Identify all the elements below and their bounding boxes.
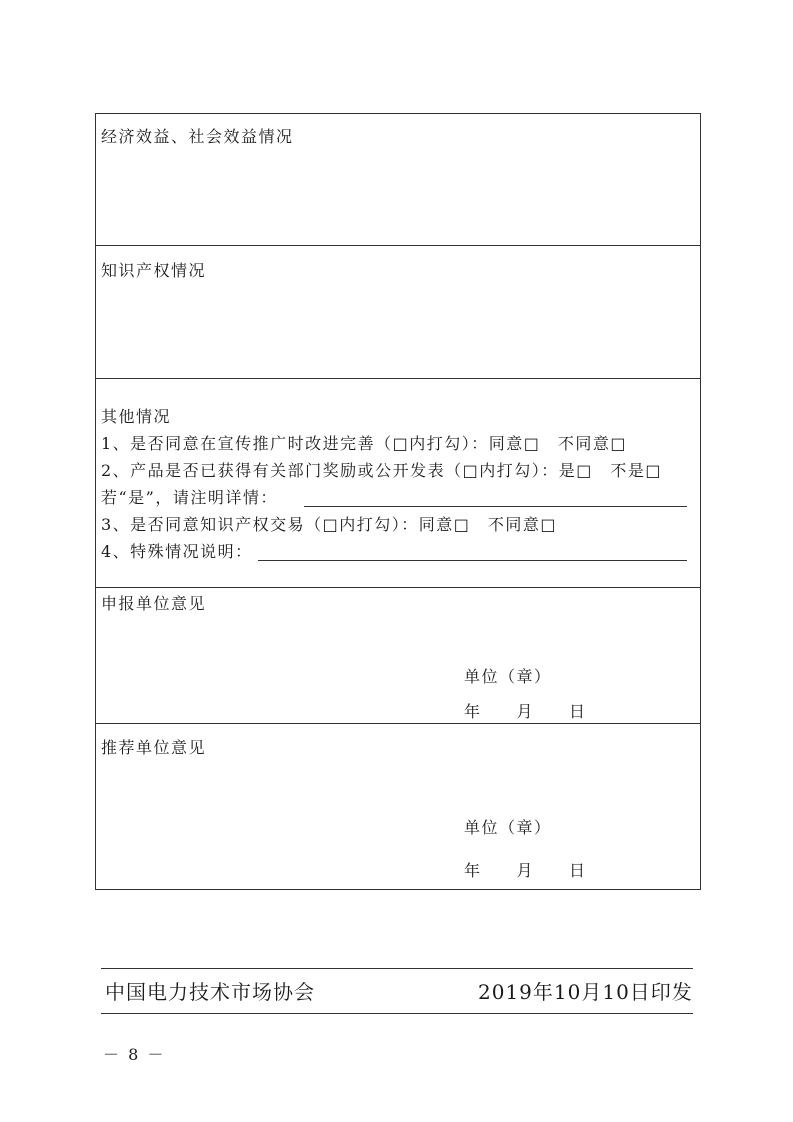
applicant-seal-label: 单位（章） bbox=[464, 667, 552, 686]
special-situation-label: 4、特殊情况说明： bbox=[101, 542, 253, 561]
other-situation-label: 其他情况 bbox=[101, 407, 172, 426]
issue-date: 2019年10月10日印发 bbox=[478, 980, 693, 1004]
issuer-name: 中国电力技术市场协会 bbox=[105, 980, 315, 1004]
recommender-opinion-row bbox=[96, 724, 700, 889]
footer-bottom-rule bbox=[101, 1013, 693, 1014]
intellectual-property-row bbox=[96, 246, 700, 379]
awards-detail-label: 若“是”，请注明详情： bbox=[101, 488, 278, 507]
recommender-seal-label: 单位（章） bbox=[464, 818, 552, 837]
other-situation-row bbox=[96, 379, 700, 588]
page-number: － 8 － bbox=[103, 1045, 166, 1064]
applicant-opinion-row bbox=[96, 588, 700, 724]
question-awards-publication: 2、产品是否已获得有关部门奖励或公开发表（□内打勾）：是□ 不是□ bbox=[101, 461, 663, 480]
question-ip-transaction: 3、是否同意知识产权交易（□内打勾）：同意□ 不同意□ bbox=[101, 515, 558, 534]
recommender-opinion-label: 推荐单位意见 bbox=[101, 738, 207, 757]
special-situation-blank[interactable] bbox=[258, 560, 687, 561]
recommender-date-label: 年 月 日 bbox=[464, 861, 587, 880]
intellectual-property-label: 知识产权情况 bbox=[101, 261, 207, 280]
footer-top-rule bbox=[101, 968, 693, 969]
applicant-opinion-label: 申报单位意见 bbox=[101, 594, 207, 613]
economic-benefit-label: 经济效益、社会效益情况 bbox=[101, 127, 294, 146]
applicant-date-label: 年 月 日 bbox=[464, 702, 587, 721]
question-promotion-improvement: 1、是否同意在宣传推广时改进完善（□内打勾）：同意□ 不同意□ bbox=[101, 434, 628, 453]
application-form-table bbox=[95, 113, 701, 890]
economic-benefit-row bbox=[96, 114, 700, 246]
awards-detail-blank[interactable] bbox=[304, 506, 687, 507]
